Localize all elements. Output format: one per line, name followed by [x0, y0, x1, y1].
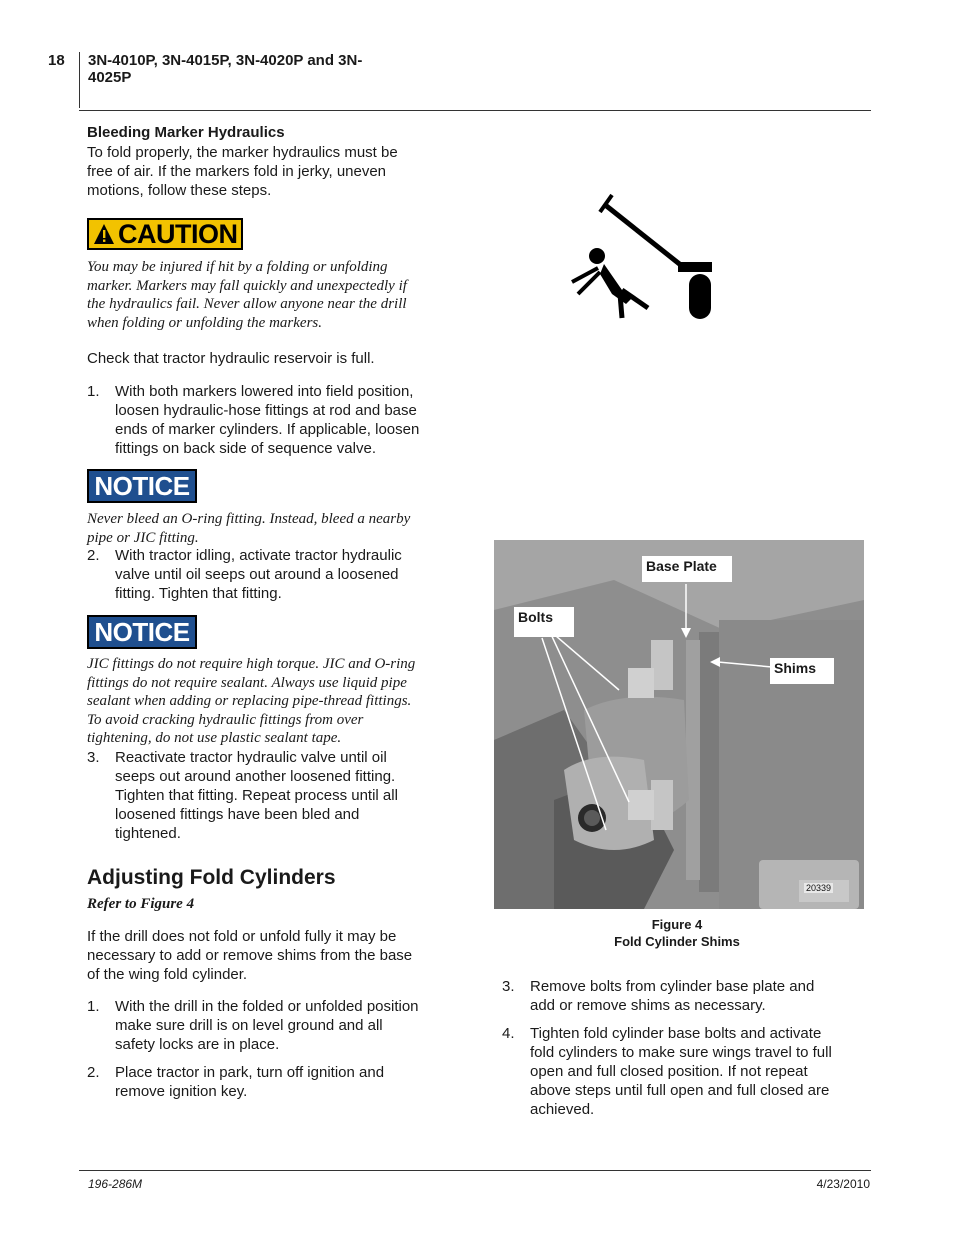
caution-badge	[87, 218, 243, 250]
notice-text-1: Never bleed an O-ring fitting. Instead, bleed a nearby pipe or JIC fitting.	[87, 511, 411, 546]
figure-reference: Refer to Figure 4	[87, 896, 195, 912]
step-number: 1.	[87, 998, 100, 1015]
callout-base-plate: Base Plate	[642, 556, 732, 582]
reservoir-check: Check that tractor hydraulic reservoir is full.	[87, 350, 375, 367]
step-text: Reactivate tractor hydraulic valve until oil seeps out around another loosened fitting. Tighten that fitting. Repeat process until all loosened fittings have been bled and tightened.	[115, 749, 398, 842]
step-text: With both markers lowered into field position, loosen hydraulic-hose fittings at rod and base ends of marker cylinders. If applicable, loosen fittings on back side of sequence valve.	[115, 383, 420, 457]
step-text: With tractor idling, activate tractor hydraulic valve until oil seeps out around a loosened fitting. Tighten that fitting.	[115, 547, 402, 602]
bleeding-heading: Bleeding Marker Hydraulics	[87, 124, 285, 141]
step-text: Place tractor in park, turn off ignition and remove ignition key.	[115, 1064, 385, 1100]
adjusting-step-1	[87, 997, 427, 1055]
step-number: 4.	[502, 1025, 515, 1042]
notice-badge-1	[87, 469, 197, 503]
caution-label: CAUTION	[118, 218, 238, 249]
marker-hazard-icon	[560, 190, 730, 330]
bleeding-step-3	[87, 748, 427, 843]
photo-illustration	[494, 540, 864, 909]
caution-text: You may be injured if hit by a folding or unfolding marker. Markers may fall quickly and unexpectedly if the hydraulics fail. Never allow anyone near the drill when folding or unfolding the markers.	[87, 259, 407, 331]
step-text: Tighten fold cylinder base bolts and activate fold cylinders to make sure wings travel to full open and full closed position. If not repeat above steps until full open and full closed are achieved.	[530, 1025, 832, 1118]
callout-shims: Shims	[770, 658, 834, 684]
notice-badge-2	[87, 615, 197, 649]
callout-bolts: Bolts	[514, 607, 574, 637]
notice-label: NOTICE	[94, 616, 190, 647]
bleeding-step-1	[87, 382, 427, 458]
bleeding-step-2	[87, 546, 427, 604]
adjusting-intro: If the drill does not fold or unfold fully it may be necessary to add or remove shims from the base of the wing fold cylinder.	[87, 928, 413, 983]
step-number: 2.	[87, 1064, 100, 1081]
adjusting-step-3	[502, 977, 842, 1017]
step-number: 3.	[502, 978, 515, 995]
step-text: Remove bolts from cylinder base plate and add or remove shims as necessary.	[530, 978, 815, 1014]
adjusting-heading: Adjusting Fold Cylinders	[87, 866, 336, 889]
adjusting-step-2	[87, 1063, 427, 1103]
header-divider	[79, 52, 80, 108]
step-number: 3.	[87, 749, 100, 766]
warning-triangle-icon	[93, 223, 115, 245]
notice-text-2: JIC fittings do not require high torque. JIC and O-ring fittings do not require sealant. Always use liquid pipe sealant when adding or replacing pipe-thread fittings. To avoid cracking hydraulic fittings from over tightening, do not use plastic sealant tape.	[87, 656, 416, 746]
photo-id: 20339	[806, 883, 832, 893]
footer-rule	[79, 1170, 871, 1171]
bleeding-intro: To fold properly, the marker hydraulics must be free of air. If the markers fold in jerky, uneven motions, follow these steps.	[87, 144, 398, 199]
fold-cylinder-photo	[494, 540, 864, 909]
notice-label: NOTICE	[94, 470, 190, 501]
page-number: 18	[48, 52, 65, 69]
header-rule	[79, 110, 871, 111]
step-number: 2.	[87, 547, 100, 564]
figure-caption-title: Fold Cylinder Shims	[614, 934, 740, 949]
step-number: 1.	[87, 383, 100, 400]
page-title: 3N-4010P, 3N-4015P, 3N-4020P and 3N-4025P	[88, 52, 363, 86]
revision-date: 4/23/2010	[816, 1177, 870, 1191]
document-number: 196-286M	[88, 1177, 143, 1191]
adjusting-step-4	[502, 1024, 842, 1119]
step-text: With the drill in the folded or unfolded position make sure drill is on level ground and all safety locks are in place.	[115, 998, 419, 1053]
figure-caption-number: Figure 4	[651, 917, 703, 932]
